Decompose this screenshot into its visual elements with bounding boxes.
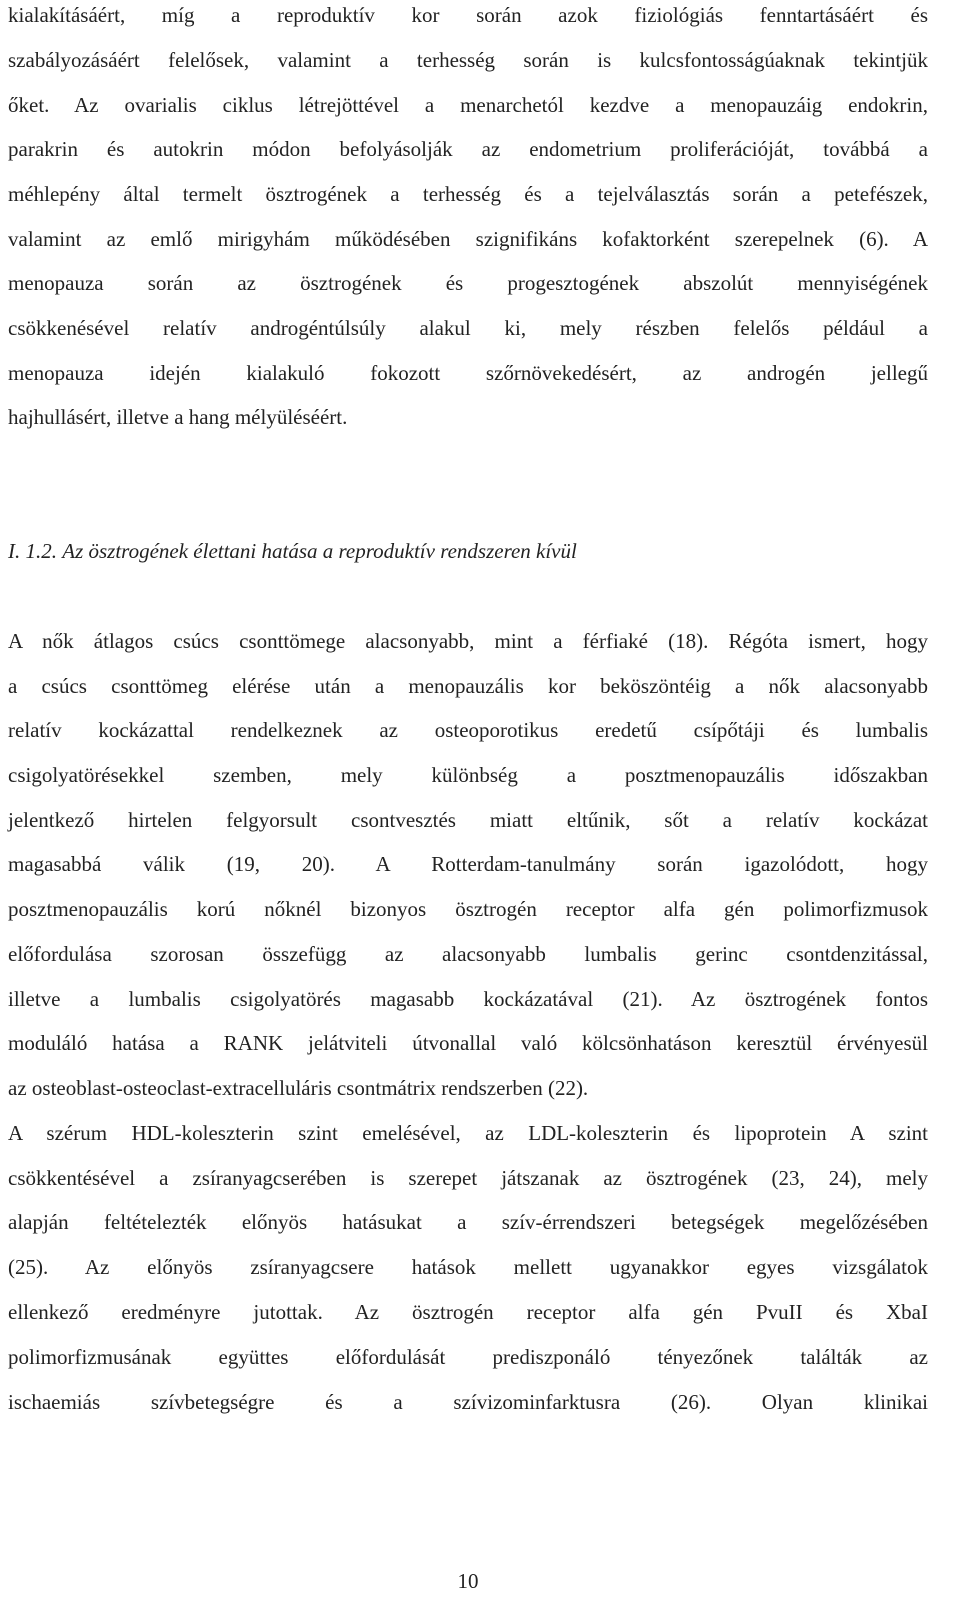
paragraph-line: ellenkező eredményre jutottak. Az ösztrogén receptor alfa gén PvuII és XbaI — [8, 1300, 928, 1324]
paragraph-line: a csúcs csonttömeg elérése után a menopauzális kor beköszöntéig a nők alacsonyabb — [8, 674, 928, 698]
paragraph-line: csökkenésével relatív androgéntúlsúly alakul ki, mely részben felelős például a — [8, 316, 928, 340]
page-number: 10 — [457, 1569, 479, 1593]
paragraph-line: magasabbá válik (19, 20). A Rotterdam-tanulmány során igazolódott, hogy — [8, 852, 928, 876]
section-heading — [8, 536, 577, 566]
paragraph-line: moduláló hatása a RANK jelátviteli útvonallal való kölcsönhatáson keresztül érvényesül — [8, 1031, 928, 1055]
paragraph-line: hajhullásért, illetve a hang mélyüléséért. — [8, 405, 348, 429]
paragraph-line: előfordulása szorosan összefügg az alacsonyabb lumbalis gerinc csontdenzitással, — [8, 942, 928, 966]
paragraph-line: A nők átlagos csúcs csonttömege alacsonyabb, mint a férfiaké (18). Régóta ismert, hogy — [8, 629, 928, 653]
paragraph-line: kialakításáért, míg a reproduktív kor során azok fiziológiás fenntartásáért és — [8, 3, 928, 27]
paragraph-line: posztmenopauzális korú nőknél bizonyos ösztrogén receptor alfa gén polimorfizmusok — [8, 897, 928, 921]
paragraph-line: ischaemiás szívbetegségre és a szívizominfarktusra (26). Olyan klinikai — [8, 1390, 928, 1414]
paragraph-line: A szérum HDL-koleszterin szint emelésével, az LDL-koleszterin és lipoprotein A szint — [8, 1121, 928, 1145]
paragraph-line: őket. Az ovarialis ciklus létrejöttével a menarchetól kezdve a menopauzáig endokrin, — [8, 93, 928, 117]
paragraph-line: valamint az emlő mirigyhám működésében szignifikáns kofaktorként szerepelnek (6). A — [8, 227, 928, 251]
section-title: Az ösztrogének élettani hatása a reproduktív rendszeren kívül — [62, 539, 577, 563]
section-number: I. 1.2. — [8, 539, 57, 563]
paragraph-line: az osteoblast-osteoclast-extracelluláris csontmátrix rendszerben (22). — [8, 1076, 589, 1100]
paragraph-line: csökkentésével a zsíranyagcserében is szerepet játszanak az ösztrogének (23, 24), mely — [8, 1166, 928, 1190]
paragraph-line: relatív kockázattal rendelkeznek az osteoporotikus eredetű csípőtáji és lumbalis — [8, 718, 928, 742]
paragraph-line: (25). Az előnyös zsíranyagcsere hatások mellett ugyanakkor egyes vizsgálatok — [8, 1255, 928, 1279]
paragraph-line: menopauza idején kialakuló fokozott szőrnövekedésért, az androgén jellegű — [8, 361, 928, 385]
paragraph-line: alapján feltételezték előnyös hatásukat a szív-érrendszeri betegségek megelőzésében — [8, 1210, 928, 1234]
paragraph-line: szabályozásáért felelősek, valamint a terhesség során is kulcsfontosságúaknak tekintjük — [8, 48, 928, 72]
paragraph-line: menopauza során az ösztrogének és progesztogének abszolút mennyiségének — [8, 271, 928, 295]
paragraph-line: illetve a lumbalis csigolyatörés magasabb kockázatával (21). Az ösztrogének fontos — [8, 987, 928, 1011]
paragraph-line: méhlepény által termelt ösztrogének a terhesség és a tejelválasztás során a petefészek, — [8, 182, 928, 206]
paragraph-line: jelentkező hirtelen felgyorsult csontvesztés miatt eltűnik, sőt a relatív kockázat — [8, 808, 928, 832]
paragraph-line: csigolyatörésekkel szemben, mely különbség a posztmenopauzális időszakban — [8, 763, 928, 787]
paragraph-line: parakrin és autokrin módon befolyásolják az endometrium proliferációját, továbbá a — [8, 137, 928, 161]
paragraph-line: polimorfizmusának együttes előfordulását prediszponáló tényezőnek találták az — [8, 1345, 928, 1369]
